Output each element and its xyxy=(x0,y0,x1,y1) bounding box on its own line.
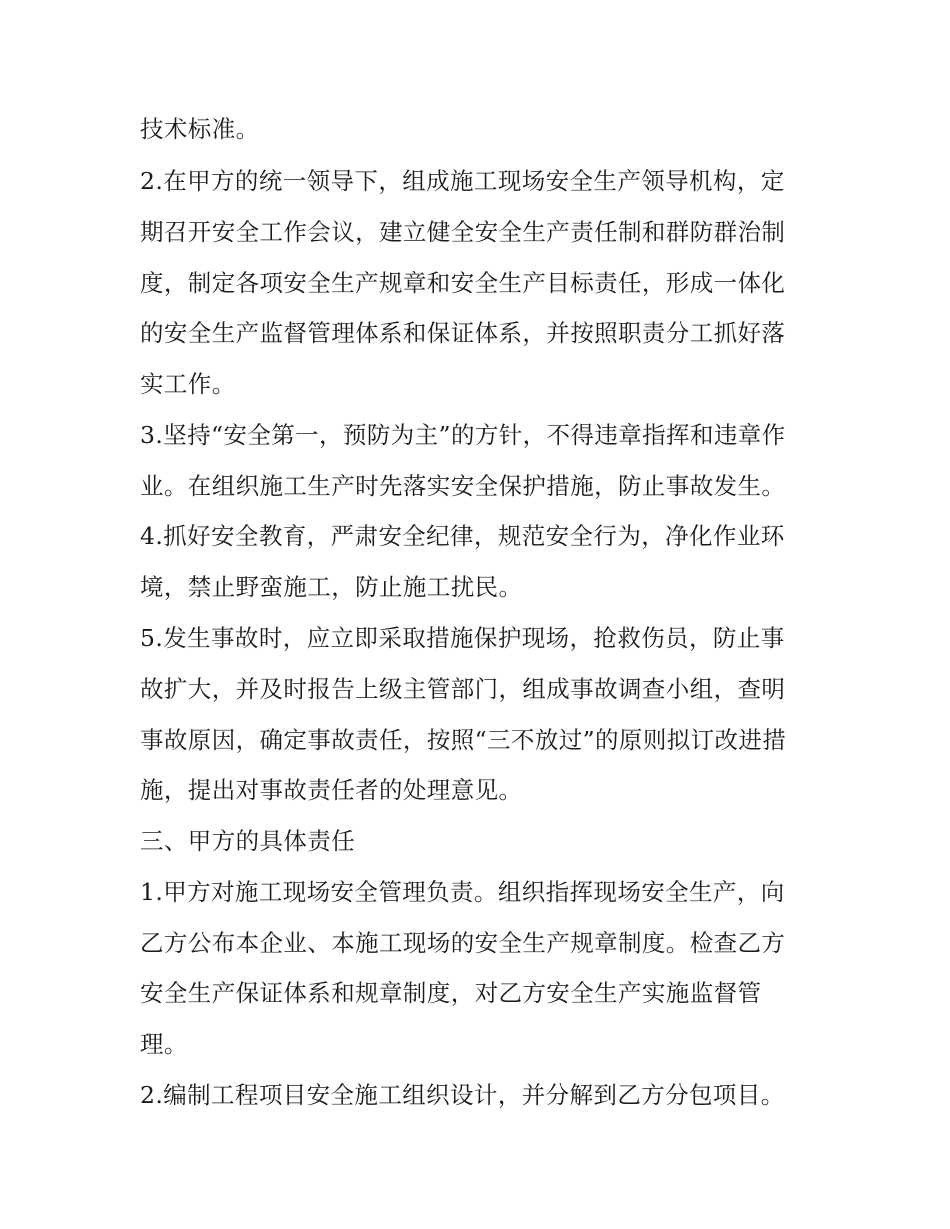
text-line: 技术标准。 xyxy=(140,115,260,143)
text-line: 理。 xyxy=(140,1030,188,1058)
text-line: 2.在甲方的统一领导下，组成施工现场安全生产领导机构，定 xyxy=(140,167,785,195)
text-line: 度，制定各项安全生产规章和安全生产目标责任，形成一体化 xyxy=(140,269,786,297)
text-line: 业。在组织施工生产时先落实安全保护措施，防止事故发生。 xyxy=(140,472,786,500)
text-line: 2.编制工程项目安全施工组织设计，并分解到乙方分包项目。 xyxy=(140,1081,785,1109)
text-line: 的安全生产监督管理体系和保证体系，并按照职责分工抓好落 xyxy=(140,319,786,347)
text-line: 境，禁止野蛮施工，防止施工扰民。 xyxy=(140,573,523,601)
text-line: 3.坚持“安全第一，预防为主”的方针，不得违章指挥和违章作 xyxy=(140,421,786,449)
text-line: 故扩大，并及时报告上级主管部门，组成事故调查小组，查明 xyxy=(140,675,786,703)
text-line: 乙方公布本企业、本施工现场的安全生产规章制度。检查乙方 xyxy=(140,929,786,957)
text-line: 期召开安全工作会议，建立健全安全生产责任制和群防群治制 xyxy=(140,218,786,246)
text-line: 4.抓好安全教育，严肃安全纪律，规范安全行为，净化作业环 xyxy=(140,522,785,550)
text-line: 施，提出对事故责任者的处理意见。 xyxy=(140,776,523,804)
text-line: 5.发生事故时，应立即采取措施保护现场，抢救伤员，防止事 xyxy=(140,624,785,652)
text-line: 事故原因，确定事故责任，按照“三不放过”的原则拟订改进措 xyxy=(140,726,787,754)
text-line: 实工作。 xyxy=(140,370,236,398)
section-heading: 三、甲方的具体责任 xyxy=(140,827,356,855)
text-line: 安全生产保证体系和规章制度，对乙方安全生产实施监督管 xyxy=(140,979,762,1007)
text-line: 1.甲方对施工现场安全管理负责。组织指挥现场安全生产，向 xyxy=(140,878,785,906)
